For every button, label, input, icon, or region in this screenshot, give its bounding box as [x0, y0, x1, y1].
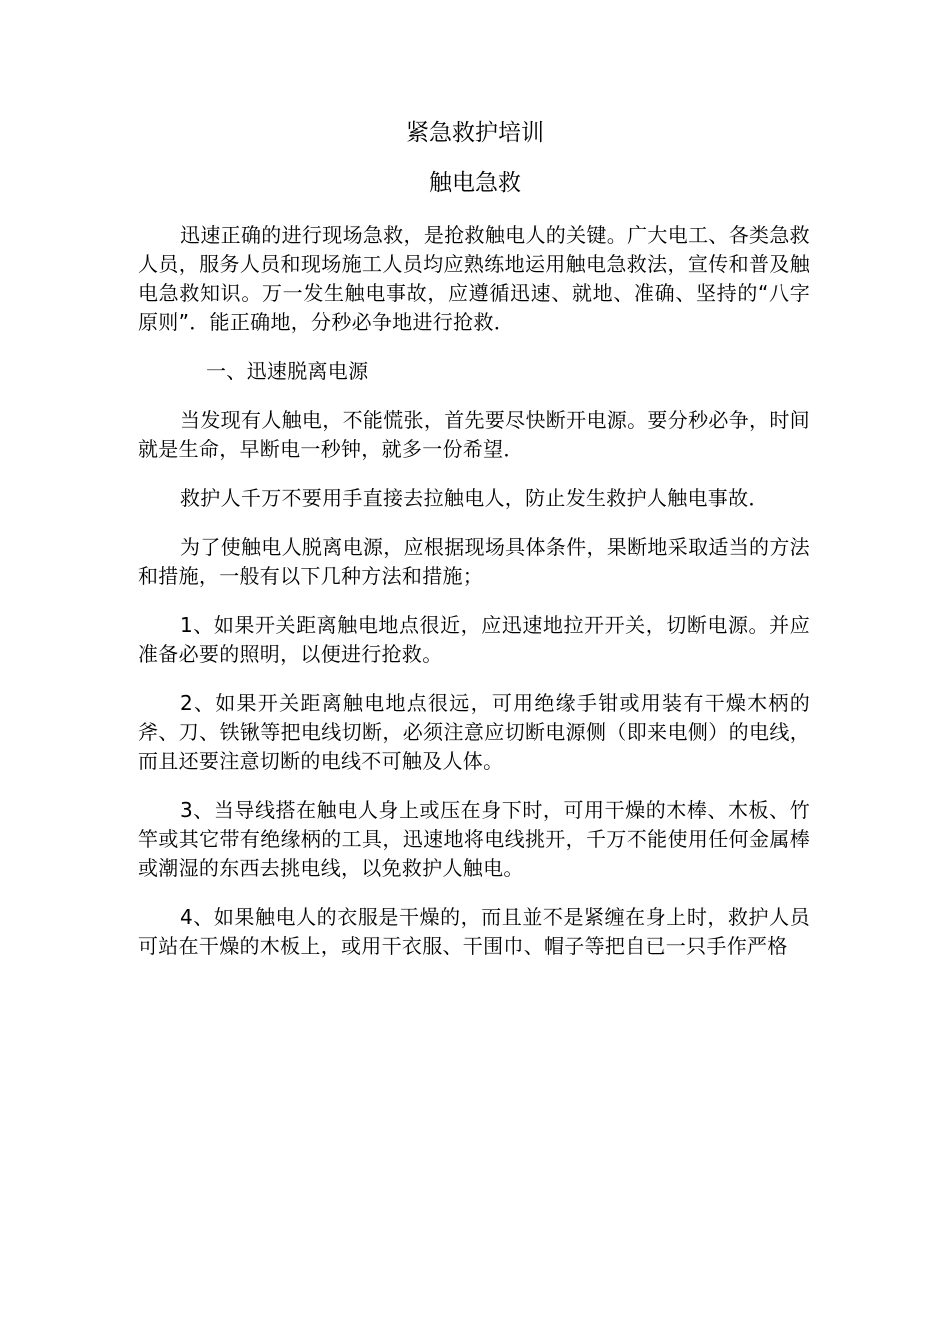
document-title: 紧急救护培训 [406, 120, 544, 146]
list-item-1: 1、如果开关距离触电地点很近，应迅速地拉开开关，切断电源。并应准备必要的照明，以便进行抢救。 [138, 613, 810, 666]
list-item-2: 2、如果开关距离触电地点很远，可用绝缘手钳或用装有干燥木柄的斧、刀、铁锹等把电线切断，必须注意应切断电源侧（即来电侧）的电线，而且还要注意切断的电线不可触及人体。 [138, 691, 810, 773]
paragraph: 救护人千万不要用手直接去拉触电人，防止发生救护人触电事故． [180, 486, 769, 510]
document-subtitle: 触电急救 [429, 170, 521, 196]
section-heading-1: 一、迅速脱离电源 [206, 359, 369, 383]
document-body [138, 212, 810, 972]
paragraph-intro: 迅速正确的进行现场急救，是抢救触电人的关键。广大电工、各类急救人员，服务人员和现场施工人员均应熟练地运用触电急救法，宣传和普及触电急救知识。万一发生触电事故，应遵循迅速、就地、准确、坚持的“八字原则”．能正确地，分秒必争地进行抢救． [138, 223, 810, 334]
paragraph: 为了使触电人脱离电源，应根据现场具体条件，果断地采取适当的方法和措施，一般有以下几种方法和措施； [138, 535, 810, 588]
paragraph: 当发现有人触电，不能慌张，首先要尽快断开电源。要分秒必争，时间就是生命，早断电一秒钟，就多一份希望． [138, 408, 810, 461]
list-item-3: 3、当导线搭在触电人身上或压在身下时，可用干燥的木棒、木板、竹竿或其它带有绝缘柄的工具，迅速地将电线挑开，千万不能使用任何金属棒或潮湿的东西去挑电线，以免救护人触电。 [138, 798, 810, 880]
list-item-4: 4、如果触电人的衣服是干燥的，而且並不是紧缠在身上时，救护人员可站在干燥的木板上，或用干衣服、干围巾、帽子等把自已一只手作严格 [138, 905, 810, 958]
